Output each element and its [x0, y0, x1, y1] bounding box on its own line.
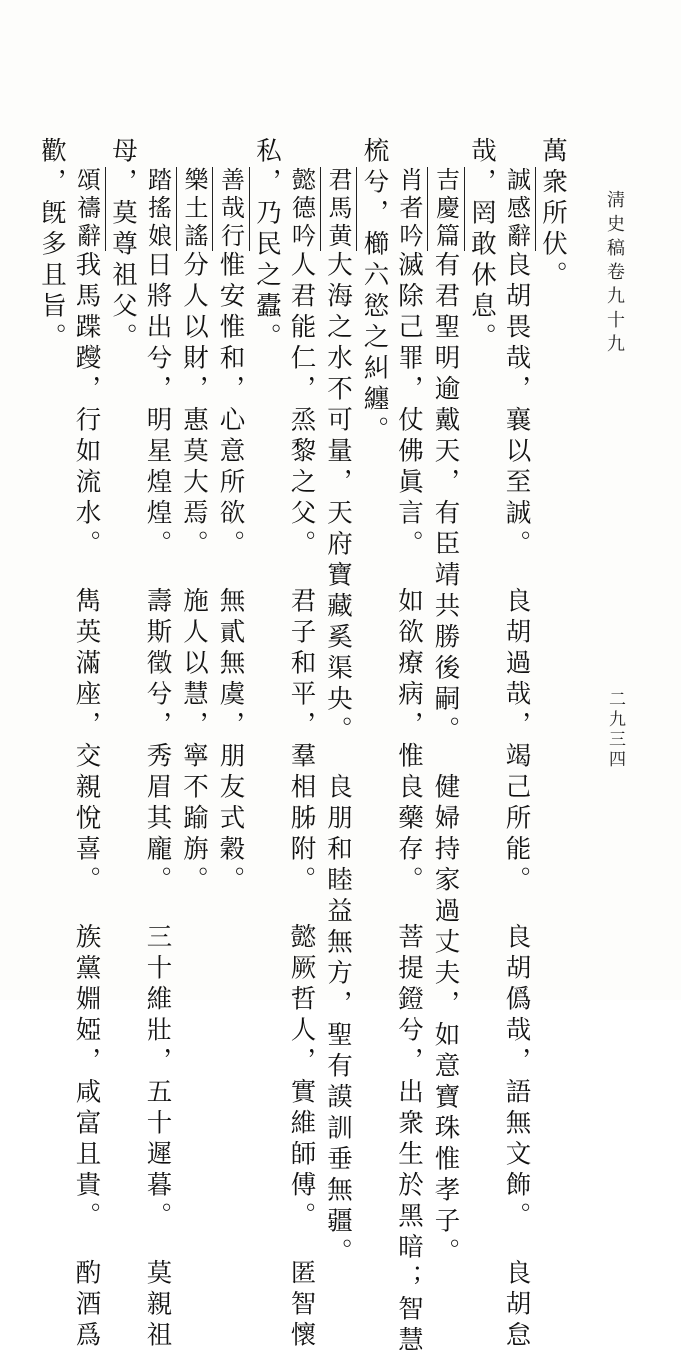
text-column: [392, 137, 429, 1357]
text-line: 日將出兮，明星煌煌。: [142, 251, 173, 561]
text-line: 雋英滿座，交親悅喜。: [71, 587, 102, 897]
text-body: [37, 137, 570, 1357]
text-line: 莫親祖: [142, 1259, 173, 1352]
text-column: [465, 137, 500, 897]
poem-title: 誠感辭: [499, 167, 536, 251]
text-column: [140, 137, 177, 1352]
text-line: 我馬蹀躞，行如流水。: [71, 251, 102, 561]
text-column: [357, 137, 392, 897]
poem-title: 吉慶篇: [428, 167, 465, 251]
poem-title: 懿德吟: [284, 167, 321, 251]
text-line: 良朋和睦益無方，聖有謨訓垂無疆。: [323, 773, 353, 1269]
poem-title: 肖者吟: [392, 167, 429, 251]
text-line: 萬衆所伏。: [538, 137, 568, 292]
poem-title: 踏搖娘: [140, 167, 177, 251]
text-line: 有君聖明逾戴天，有臣靖共勝後嗣。: [430, 251, 461, 747]
text-line: 大海之水不可量，天府寶藏奚渠央。: [323, 251, 353, 747]
text-line: 三十維壯，五十遲暮。: [142, 923, 173, 1233]
text-column: [499, 137, 536, 1352]
text-line: 健婦持家過丈夫，如意寶珠惟孝子。: [430, 773, 461, 1269]
text-line: 良胡過哉，竭己所能。: [501, 587, 532, 897]
poem-title: 樂土謠: [177, 167, 214, 251]
text-line: 無貳無虞，朋友式穀。: [215, 587, 246, 897]
text-column: [177, 137, 214, 897]
text-line: 良胡畏哉，襄以至誠。: [501, 251, 532, 561]
text-column: [69, 137, 106, 1352]
text-column: [106, 137, 141, 897]
text-line: 君子和平，羣相胏附。: [286, 587, 317, 897]
text-line: 良胡僞哉，語無文飾。: [501, 923, 532, 1233]
text-line: 私，乃民之蠹。: [252, 137, 282, 354]
text-line: 菩提鐙兮，出衆生於黑暗；智慧: [394, 923, 424, 1357]
text-column: [536, 137, 571, 897]
poem-title: 頌禱辭: [69, 167, 106, 251]
text-line: 懿厥哲人，實維師傅。: [286, 923, 317, 1233]
poem-title: 君馬黄: [321, 167, 358, 251]
text-line: 母，莫尊祖父。: [108, 137, 138, 354]
text-column: [428, 137, 465, 1269]
text-line: 施人以慧，寧不踰旃。: [179, 587, 209, 897]
text-column: [250, 137, 285, 897]
text-line: 哉，罔敢休息。: [467, 137, 497, 354]
text-column: [284, 137, 321, 1352]
text-line: 惟安惟和，心意所欲。: [215, 251, 246, 561]
page-number: 二九三四: [605, 690, 625, 770]
text-column: [213, 137, 250, 897]
text-line: 如欲療病，惟良藥存。: [394, 587, 424, 897]
text-line: 人君能仁，烝黎之父。: [286, 251, 317, 561]
running-head: 淸史稿卷九十九: [604, 190, 625, 358]
text-column: [35, 137, 70, 897]
text-line: 滅除己罪，仗佛眞言。: [394, 251, 424, 561]
text-column: [321, 137, 358, 1269]
text-line: 良胡怠: [501, 1259, 532, 1352]
text-line: 分人以財，惠莫大焉。: [179, 251, 209, 561]
poem-title: 善哉行: [213, 167, 250, 251]
text-line: 族黨婣婭，咸富且貴。: [71, 923, 102, 1233]
text-line: 匿智懷: [286, 1259, 317, 1352]
text-line: 梳兮，櫛六慾之糾纏。: [359, 137, 390, 447]
text-line: 酌酒爲: [71, 1259, 102, 1352]
text-line: 歡，旣多且旨。: [37, 137, 67, 354]
text-line: 壽斯徵兮，秀眉其龐。: [142, 587, 173, 897]
